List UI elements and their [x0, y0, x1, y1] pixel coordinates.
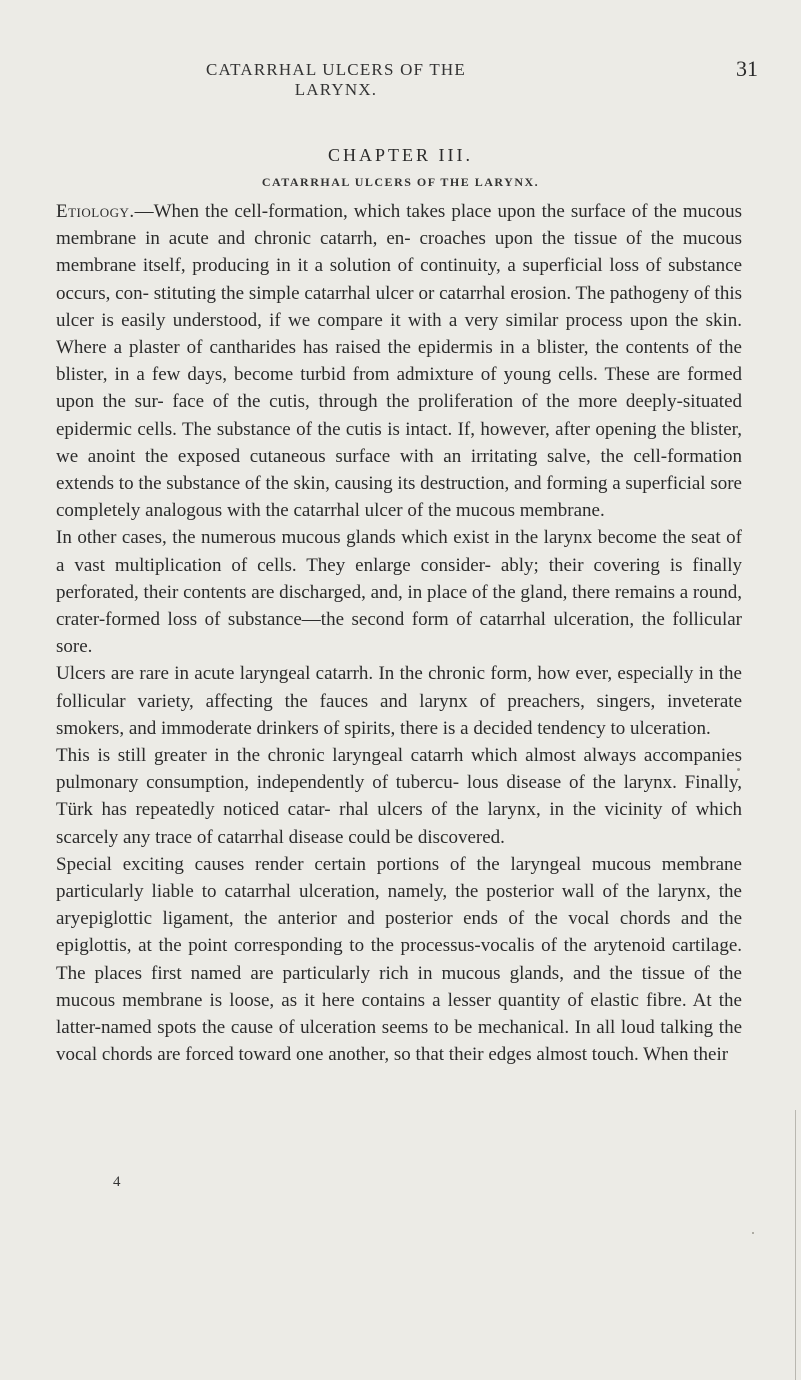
lead-word: Etiology.	[56, 201, 135, 222]
body-text	[56, 198, 742, 1069]
running-header-title: CATARRHAL ULCERS OF THE LARYNX.	[205, 60, 466, 99]
signature-mark: 4	[113, 1174, 121, 1190]
paragraph-exciting-causes: Special exciting causes render certain portions of the laryngeal mucous membrane particularly liable to catarrhal ulceration, namely, the posterior wall of the larynx, the aryepiglottic ligament, the anterior and posterior ends of the vocal chords and the epiglottis, at the point corresponding to the processus-vocalis of the arytenoid cartilage. The places first named are particularly rich in mucous glands, and the tissue of the mucous membrane is loose, as it here contains a lesser quantity of elastic fibre. At the latter-named spots the cause of ulceration seems to be mechanical. In all loud talking the vocal chords are forced toward one another, so that their edges almost touch. When their	[56, 853, 742, 1066]
paper-speck	[737, 768, 740, 771]
page-number: 31	[736, 56, 758, 81]
paragraph-text: —When the cell-formation, which takes place upon the surface of the mucous membrane in acute and chronic catarrh, en- croaches upon the tissue of the mucous membrane itself, producing in it a solution of continuity, a superficial loss of substance occurs, con- stituting the simple catarrhal ulcer or catarrhal erosion. The pathogeny of this ulcer is easily understood, if we compare it with a very similar process upon the skin. Where a plaster of cantharides has raised the epidermis in a blister, the contents of the blister, in a few days, become turbid from admixture of young cells. These are formed upon the sur- face of the cutis, through the proliferation of the more deeply-situated epidermic cells. The substance of the cutis is intact. If, however, after opening the blister, we anoint the exposed cutaneous surface with an irritating salve, the cell-formation extends to the substance of the skin, causing its destruction, and forming a superficial sore completely analogous with the catarrhal ulcer of the mucous membrane.	[56, 201, 742, 522]
paragraph-acute-catarrh: Ulcers are rare in acute laryngeal catarrh. In the chronic form, how ever, especially in the follicular variety, affecting the fauces and larynx of preachers, singers, inveterate smokers, and immoderate drinkers of spirits, there is a decided tendency to ulceration.	[56, 663, 742, 739]
chapter-subheading: CATARRHAL ULCERS OF THE LARYNX.	[261, 175, 540, 189]
paragraph-chronic-catarrh: This is still greater in the chronic laryngeal catarrh which almost always accompanies pulmonary consumption, independently of tubercu- lous disease of the larynx. Finally, Türk has repeatedly noticed catar- rhal ulcers of the larynx, in the vicinity of which scarcely any trace of catarrhal disease could be discovered.	[56, 745, 742, 848]
page-edge-line	[795, 1110, 796, 1380]
paragraph-etiology	[56, 198, 742, 524]
paper-speck	[752, 1232, 754, 1234]
chapter-heading: CHAPTER III.	[328, 145, 473, 165]
paragraph-glands: In other cases, the numerous mucous glands which exist in the larynx become the seat of a vast multiplication of cells. They enlarge consider- ably; their covering is finally perforated, their contents are discharged, and, in place of the gland, there remains a round, crater-formed loss of substance—the second form of catarrhal ulceration, the follicular sore.	[56, 527, 743, 658]
